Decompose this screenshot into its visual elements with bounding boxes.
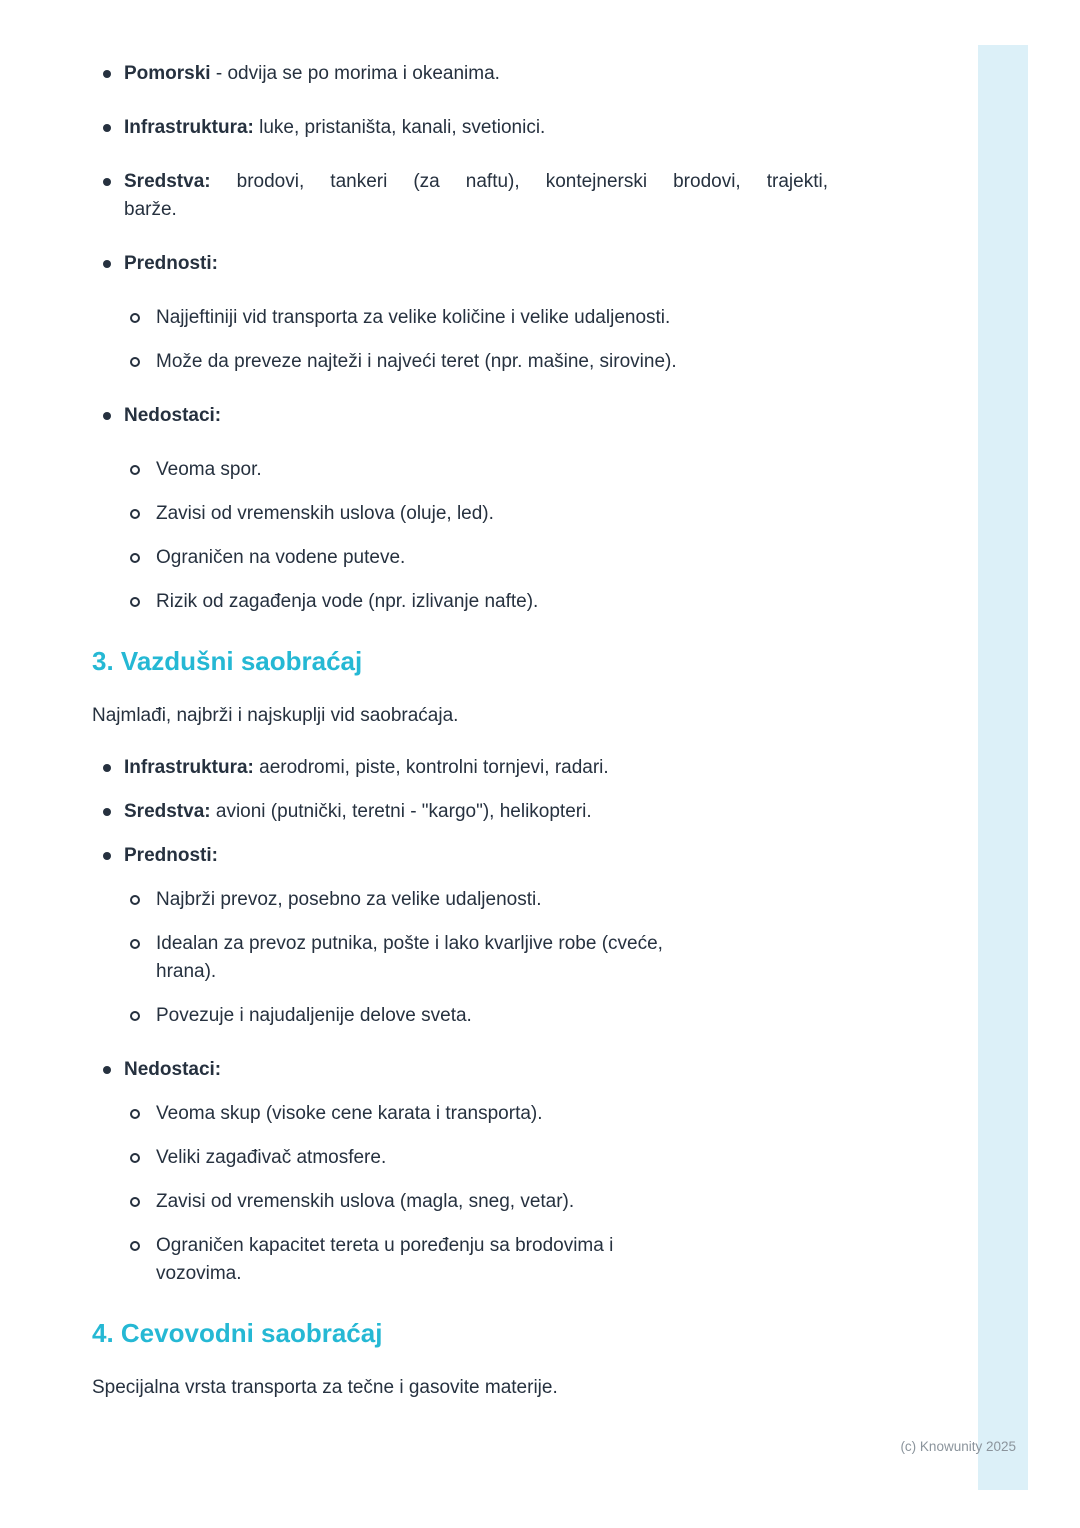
sub-bullet-item — [92, 500, 828, 528]
bullet-text: Veliki zagađivač atmosfere. — [156, 1147, 387, 1168]
bullet-dot-icon — [103, 412, 111, 420]
bullet-text: Idealan za prevoz putnika, pošte i lako kvarljive robe (cveće, hrana). — [156, 933, 663, 982]
bullet-circle-icon — [130, 1153, 140, 1163]
section-heading: 4. Cevovodni saobraćaj — [92, 1318, 383, 1348]
bullet-dot-icon — [103, 808, 111, 816]
bullet-text: Zavisi od vremenskih uslova (magla, sneg, vetar). — [156, 1191, 575, 1212]
bullet-text: Najjeftiniji vid transporta za velike količine i velike udaljenosti. — [156, 307, 671, 328]
bullet-text: Rizik od zagađenja vode (npr. izlivanje nafte). — [156, 591, 539, 612]
bullet-circle-icon — [130, 313, 140, 323]
bullet-item — [92, 798, 828, 826]
bullet-circle-icon — [130, 939, 140, 949]
bullet-circle-icon — [130, 553, 140, 563]
bullet-item — [92, 1056, 828, 1084]
bullet-label: Sredstva: — [124, 801, 211, 822]
bullet-circle-icon — [130, 895, 140, 905]
bullet-circle-icon — [130, 1241, 140, 1251]
sub-bullet-item — [92, 1100, 828, 1128]
bullet-dot-icon — [103, 1066, 111, 1074]
bullet-text: Pomorski - odvija se po morima i okeanima. — [124, 63, 500, 84]
bullet-circle-icon — [130, 1109, 140, 1119]
bullet-circle-icon — [130, 465, 140, 475]
bullet-text: Sredstva: brodovi, tankeri (za naftu), kontejnerski brodovi, trajekti, barže. — [124, 171, 828, 220]
bullet-label: Sredstva: — [124, 171, 211, 192]
bullet-text: Povezuje i najudaljenije delove sveta. — [156, 1005, 472, 1026]
bullet-dot-icon — [103, 260, 111, 268]
bullet-label: Prednosti: — [124, 845, 218, 866]
bullet-text — [124, 1056, 828, 1084]
bullet-text: Ograničen kapacitet tereta u poređenju sa brodovima i vozovima. — [156, 1235, 614, 1284]
bullet-label: Infrastruktura: — [124, 117, 254, 138]
bullet-text — [124, 250, 828, 278]
bullet-circle-icon — [130, 357, 140, 367]
sub-bullet-item — [92, 1232, 828, 1288]
bullet-dot-icon — [103, 852, 111, 860]
bullet-dot-icon — [103, 178, 111, 186]
bullet-circle-icon — [130, 1197, 140, 1207]
section-heading: 3. Vazdušni saobraćaj — [92, 646, 363, 676]
bullet-dot-icon — [103, 70, 111, 78]
paragraph: Najmlađi, najbrži i najskuplji vid saobraćaja. — [92, 705, 459, 726]
bullet-dot-icon — [103, 124, 111, 132]
bullet-text: Infrastruktura: luke, pristaništa, kanali, svetionici. — [124, 117, 546, 138]
sub-bullet-item — [92, 886, 828, 914]
sub-bullet-item — [92, 544, 828, 572]
bullet-item — [92, 250, 828, 278]
bullet-circle-icon — [130, 597, 140, 607]
bullet-text: Sredstva: avioni (putnički, teretni - "kargo"), helikopteri. — [124, 801, 592, 822]
sub-bullet-item — [92, 930, 828, 986]
sub-bullet-item — [92, 588, 828, 616]
bullet-text: Infrastruktura: aerodromi, piste, kontrolni tornjevi, radari. — [124, 757, 609, 778]
bullet-item — [92, 754, 828, 782]
bullet-text: Može da preveze najteži i najveći teret (npr. mašine, sirovine). — [156, 351, 677, 372]
sub-bullet-item — [92, 1002, 828, 1030]
bullet-item — [92, 842, 828, 870]
sub-bullet-item — [92, 1188, 828, 1216]
copyright-footer: (c) Knowunity 2025 — [900, 1439, 1016, 1454]
bullet-circle-icon — [130, 509, 140, 519]
bullet-label: Prednosti: — [124, 253, 218, 274]
bullet-label: Pomorski — [124, 63, 211, 84]
bullet-text: Ograničen na vodene puteve. — [156, 547, 406, 568]
bullet-item — [92, 168, 828, 224]
sub-bullet-item — [92, 348, 828, 376]
bullet-text — [124, 842, 828, 870]
bullet-item — [92, 402, 828, 430]
bullet-label: Infrastruktura: — [124, 757, 254, 778]
bullet-dot-icon — [103, 764, 111, 772]
sub-bullet-item — [92, 1144, 828, 1172]
bullet-text — [124, 402, 828, 430]
sub-bullet-item — [92, 304, 828, 332]
sub-bullet-item — [92, 456, 828, 484]
bullet-text: Najbrži prevoz, posebno za velike udaljenosti. — [156, 889, 542, 910]
bullet-label: Nedostaci: — [124, 405, 222, 426]
bullet-text: Veoma spor. — [156, 459, 262, 480]
bullet-text: Zavisi od vremenskih uslova (oluje, led). — [156, 503, 494, 524]
bullet-label: Nedostaci: — [124, 1059, 222, 1080]
bullet-item — [92, 60, 828, 88]
bullet-text: Veoma skup (visoke cene karata i transporta). — [156, 1103, 543, 1124]
paragraph: Specijalna vrsta transporta za tečne i gasovite materije. — [92, 1377, 558, 1398]
bullet-item — [92, 114, 828, 142]
bullet-circle-icon — [130, 1011, 140, 1021]
